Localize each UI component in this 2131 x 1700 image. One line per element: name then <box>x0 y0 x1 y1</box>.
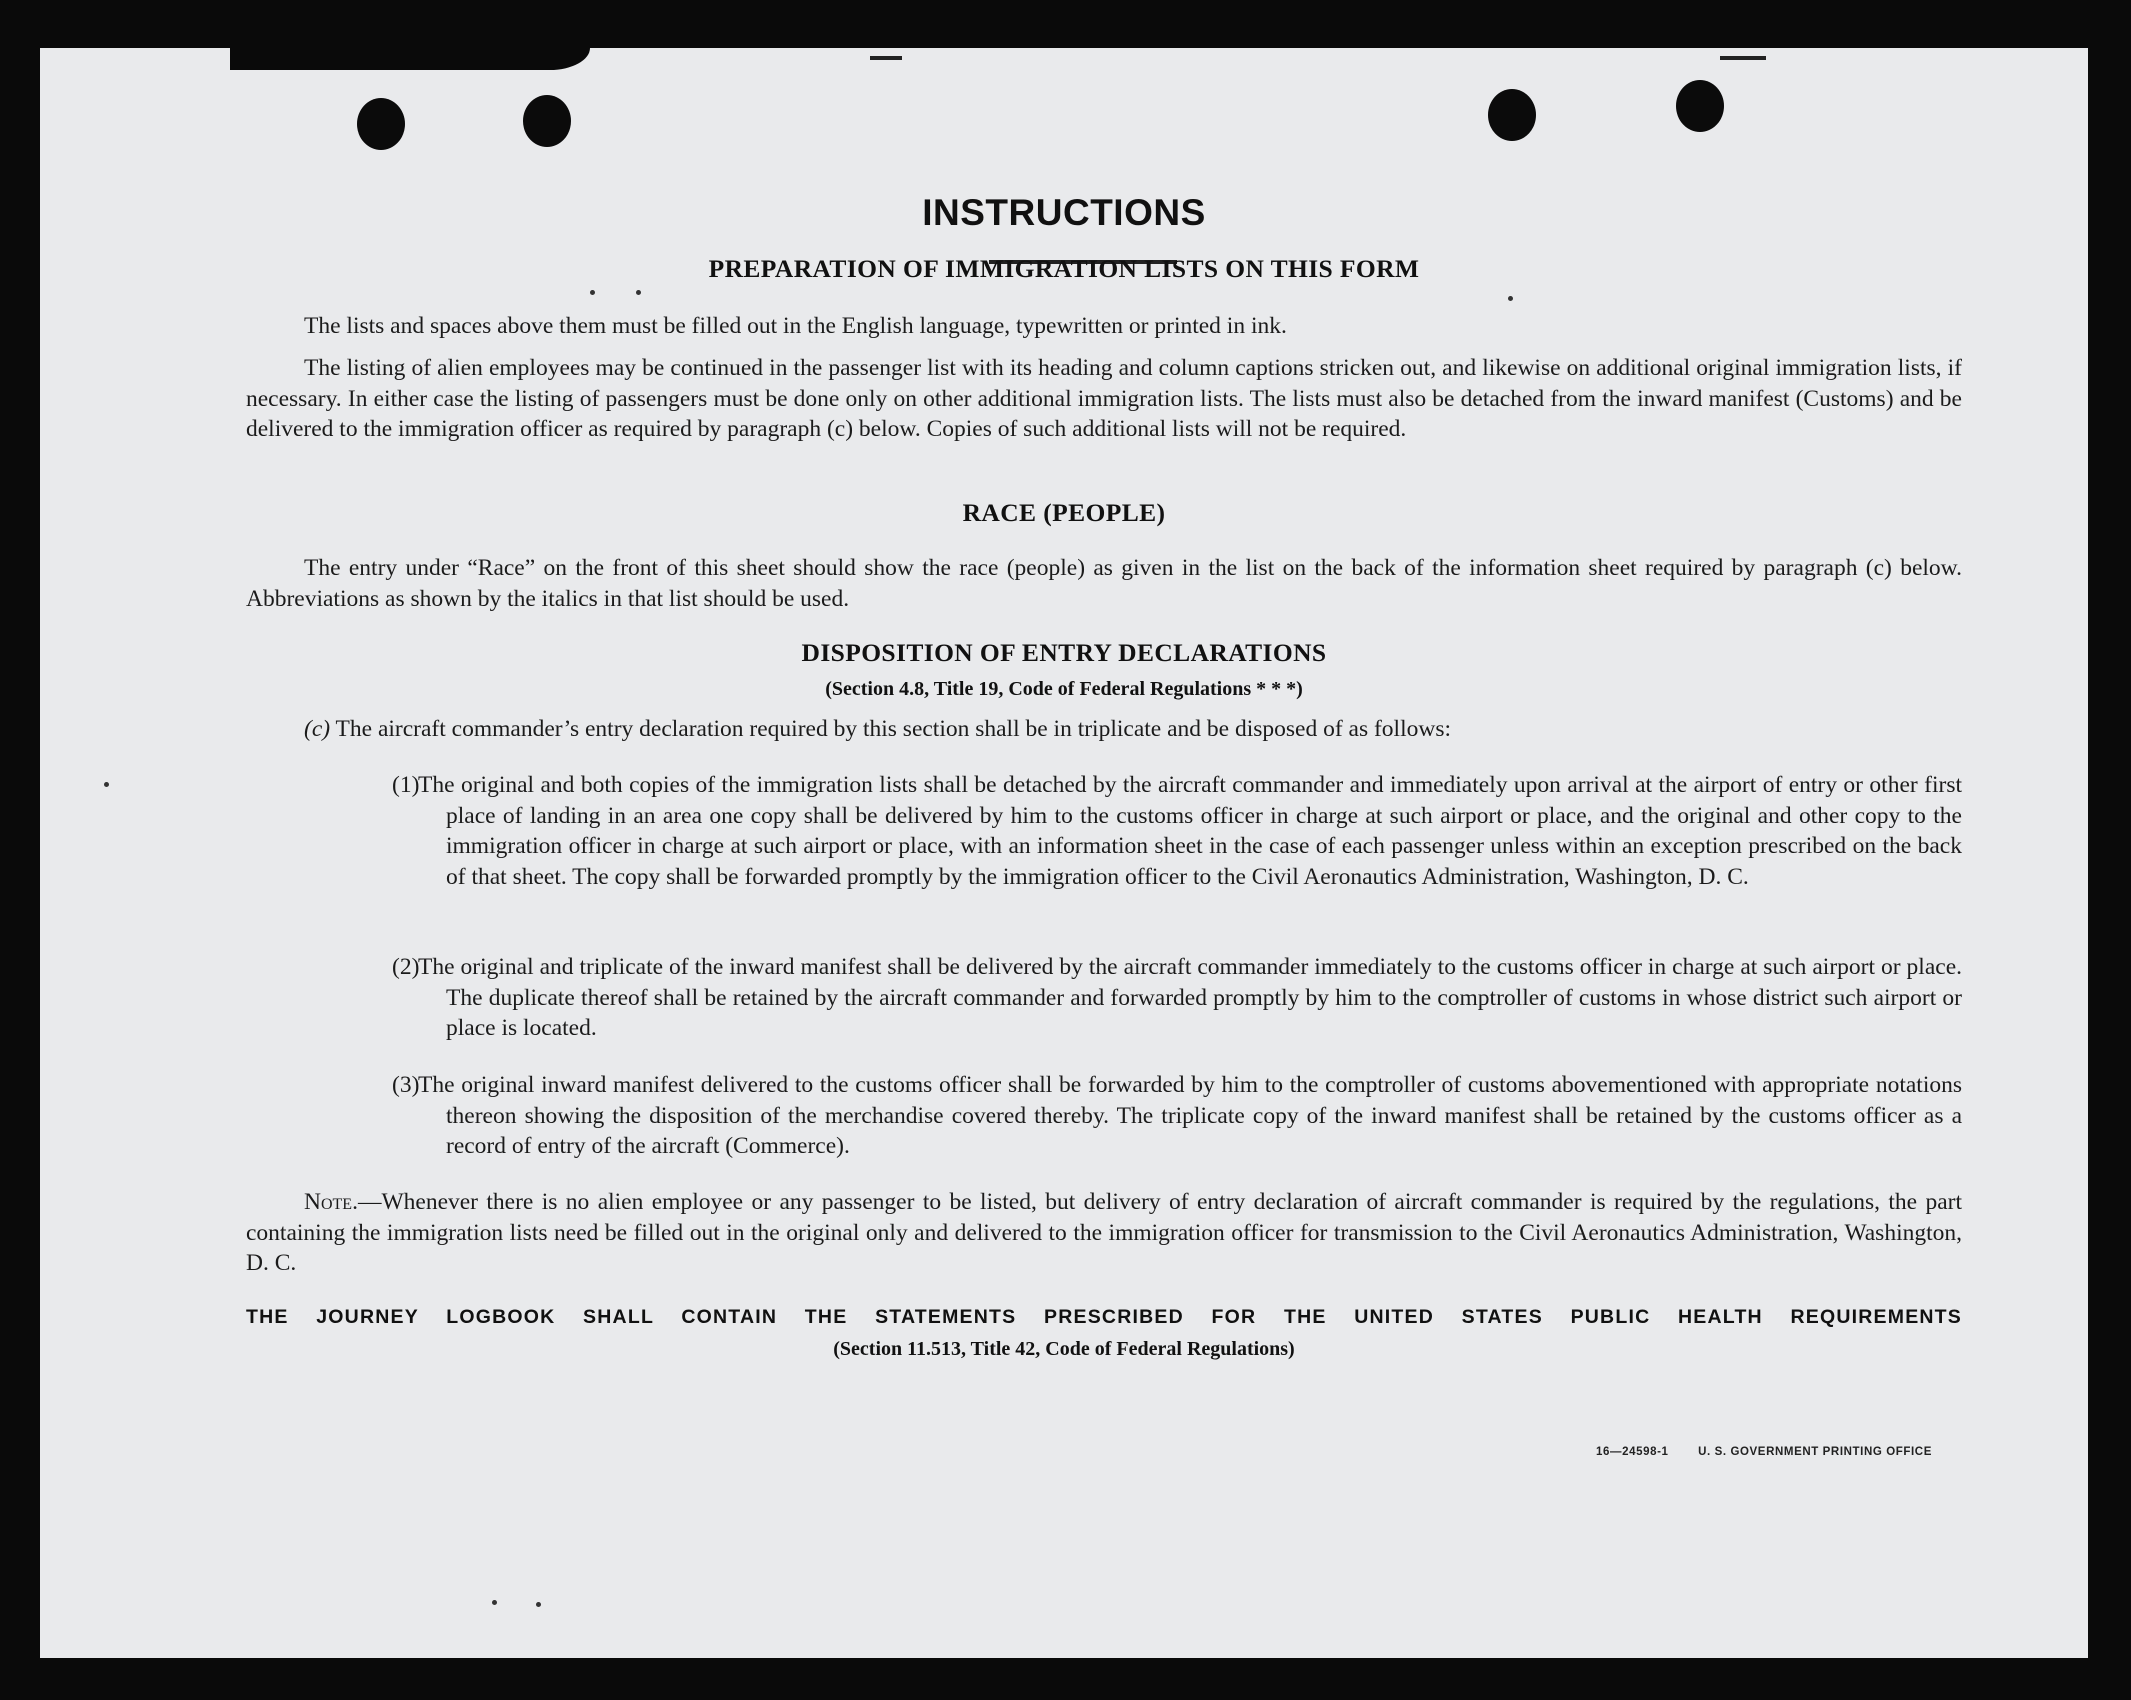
speck <box>1508 296 1513 301</box>
paragraph-disposition-intro <box>246 714 1962 745</box>
heading-disposition: DISPOSITION OF ENTRY DECLARATIONS <box>801 638 1327 667</box>
paragraph-text: The lists and spaces above them must be filled out in the English language, typewritten or printed in ink. <box>304 313 1287 339</box>
list-item <box>246 952 1962 1044</box>
punch-hole <box>1488 89 1536 141</box>
punch-hole <box>1676 80 1724 132</box>
intro-label: (c) <box>304 716 331 742</box>
paragraph-preparation-2 <box>246 353 1962 445</box>
citation-disposition: (Section 4.8, Title 19, Code of Federal Regulations * * *) <box>825 678 1303 700</box>
speck <box>590 290 595 295</box>
form-number: 16—24598-1 <box>1596 1446 1669 1458</box>
paragraph-text: The entry under “Race” on the front of this sheet should show the race (people) as given in the list on the back of the information sheet required by paragraph (c) below. Abbreviations as shown by the italics in that list should be used. <box>246 555 1962 612</box>
item-number: (3) <box>392 1072 420 1098</box>
heading-race: RACE (PEOPLE) <box>962 498 1166 527</box>
speck <box>492 1600 497 1605</box>
paragraph-race <box>246 553 1962 614</box>
item-text: The original and both copies of the immigration lists shall be detached by the aircraft commander and immediately upon arrival at the airport of entry or other first place of landing in an area one copy shall be delivered by him to the customs officer in charge at such airport or place, and the original and other copy to the immigration officer in charge at such airport or place, with an information sheet in the case of each passenger unless within an exception prescribed on the back of that sheet. The copy shall be forwarded promptly by the immigration officer to the Civil Aeronautics Administration, Washington, D. C. <box>418 772 1962 890</box>
torn-edge <box>230 40 590 70</box>
item-number: (2) <box>392 954 420 980</box>
footer-printer-line <box>1596 1446 1932 1458</box>
item-number: (1) <box>392 772 420 798</box>
list-item <box>246 1070 1962 1162</box>
paragraph-text: The aircraft commander’s entry declaration required by this section shall be in triplicate and be disposed of as follows: <box>335 716 1452 742</box>
page-title: INSTRUCTIONS <box>922 192 1206 233</box>
note-text: —Whenever there is no alien employee or any passenger to be listed, but delivery of entry declaration of aircraft commander is required by the regulations, the part containing the immigration lists need be filled out in the original only and delivered to the immigration officer for transmission to the Civil Aeronautics Administration, Washington, D. C. <box>246 1189 1962 1276</box>
health-citation: (Section 11.513, Title 42, Code of Federal Regulations) <box>833 1338 1295 1360</box>
item-text: The original inward manifest delivered to the customs officer shall be forwarded by him to the comptroller of customs abovementioned with appropriate notations thereon showing the disposition of the merchandise covered thereby. The triplicate copy of the inward manifest shall be retained by the customs officer as a record of entry of the aircraft (Commerce). <box>418 1072 1962 1159</box>
heading-preparation: PREPARATION OF IMMIGRATION LISTS ON THIS FORM <box>708 254 1420 283</box>
health-statement: THE JOURNEY LOGBOOK SHALL CONTAIN THE STATEMENTS PRESCRIBED FOR THE UNITED STATES PUBLIC HEALTH REQUIREMENTS <box>246 1306 1962 1328</box>
paragraph-preparation-1 <box>246 311 1962 342</box>
punch-hole <box>523 95 571 147</box>
note-paragraph <box>246 1187 1962 1279</box>
top-dash-mark <box>1720 56 1766 60</box>
speck <box>536 1602 541 1607</box>
list-item <box>246 770 1962 892</box>
punch-hole <box>357 98 405 150</box>
document-sheet <box>40 48 2088 1658</box>
item-text: The original and triplicate of the inward manifest shall be delivered by the aircraft commander immediately to the customs officer in charge at such airport or place. The duplicate thereof shall be retained by the aircraft commander and forwarded promptly by him to the comptroller of customs in whose district such airport or place is located. <box>418 954 1962 1041</box>
speck <box>104 782 109 787</box>
paragraph-text: The listing of alien employees may be continued in the passenger list with its heading and column captions stricken out, and likewise on additional original immigration lists, if necessary. In either case the listing of passengers must be done only on other additional immigration lists. The lists must also be detached from the inward manifest (Customs) and be delivered to the immigration officer as required by paragraph (c) below. Copies of such additional lists will not be required. <box>246 355 1962 442</box>
speck <box>636 290 641 295</box>
printer-name: U. S. GOVERNMENT PRINTING OFFICE <box>1698 1446 1932 1458</box>
note-label: Note. <box>304 1189 358 1215</box>
top-dash-mark <box>870 56 902 60</box>
